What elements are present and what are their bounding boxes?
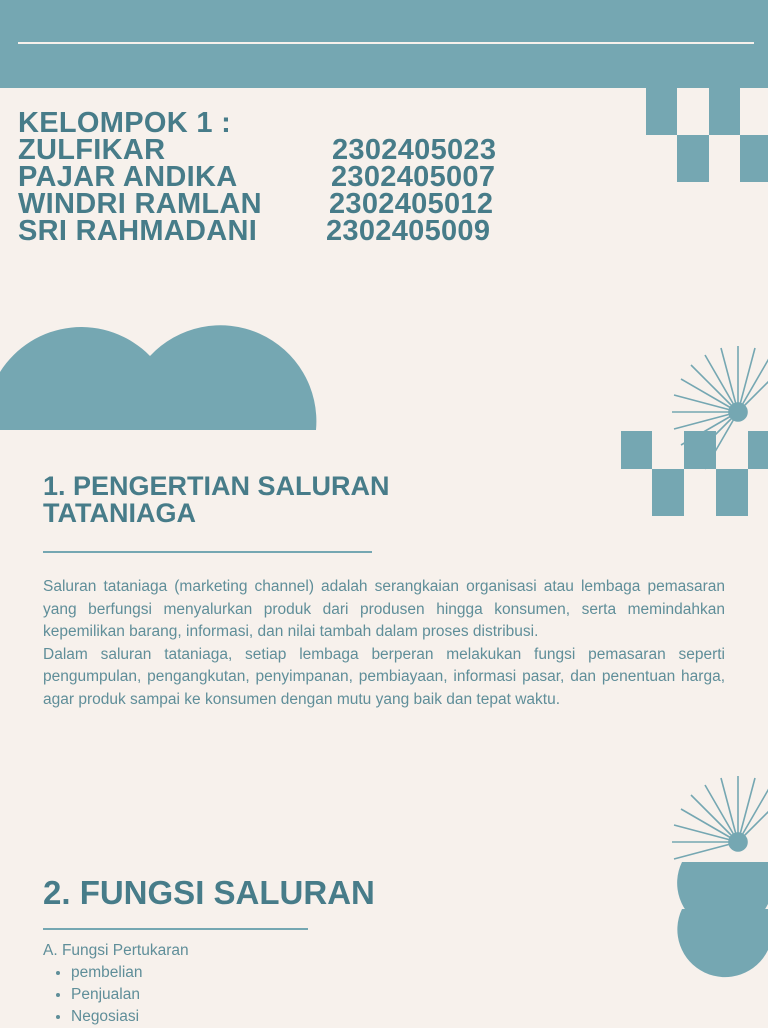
member-nim: 2302405023 bbox=[332, 134, 497, 166]
section-1-title: 1. PENGERTIAN SALURAN TATANIAGA bbox=[43, 471, 390, 528]
half-circle-shape bbox=[677, 909, 768, 977]
section-1-paragraph: Saluran tataniaga (marketing channel) adalah serangkaian organisasi atau lembaga pemasaran yang berfungsi menyalurkan produk dari produsen hingga konsumen, serta memindahkan kepemilikan barang, informasi, dan nilai tambah dalam proses distribusi. bbox=[43, 578, 725, 640]
list-item: • Penjualan bbox=[71, 984, 443, 1006]
checker-square bbox=[652, 469, 684, 516]
member-name: WINDRI RAMLAN bbox=[18, 188, 262, 220]
member-name: PAJAR ANDIKA bbox=[18, 161, 238, 193]
sunburst-icon bbox=[672, 346, 768, 469]
section-1-body bbox=[43, 576, 725, 711]
top-banner bbox=[0, 0, 768, 88]
group-members bbox=[18, 107, 497, 247]
checker-square bbox=[621, 431, 652, 469]
member-nim: 2302405009 bbox=[326, 215, 491, 247]
section-2-title: 2. FUNGSI SALURAN bbox=[43, 874, 375, 911]
half-circle-shape bbox=[677, 862, 768, 931]
checker-square bbox=[677, 135, 709, 182]
section-1-divider bbox=[43, 551, 372, 553]
member-name: SRI RAHMADANI bbox=[18, 215, 258, 247]
member-nim: 2302405012 bbox=[329, 188, 494, 220]
checker-square bbox=[646, 88, 677, 135]
section-2-divider bbox=[43, 928, 308, 930]
checker-square bbox=[716, 469, 748, 516]
sunburst-icon bbox=[672, 776, 768, 859]
checker-square bbox=[740, 135, 768, 182]
checker-square bbox=[748, 431, 768, 469]
member-nim: 2302405007 bbox=[331, 161, 496, 193]
top-divider-line bbox=[18, 42, 754, 44]
group-title: KELOMPOK 1 : bbox=[18, 107, 232, 139]
member-name: ZULFIKAR bbox=[18, 134, 166, 166]
section-2-list bbox=[43, 940, 443, 1028]
list-item: • pembelian bbox=[71, 962, 443, 984]
double-arch-shape bbox=[0, 325, 316, 430]
list-subheading: A. Fungsi Pertukaran bbox=[43, 942, 189, 959]
list-item: • Negosiasi bbox=[71, 1006, 443, 1028]
section-1-paragraph: Dalam saluran tataniaga, setiap lembaga berperan melakukan fungsi pemasaran seperti pengumpulan, pengangkutan, penyimpanan, pembiayaan, informasi pasar, dan penentuan harga, agar produk sampai ke konsumen dengan mutu yang baik dan tepat waktu. bbox=[43, 645, 725, 708]
bullet-list bbox=[43, 962, 443, 1028]
checker-square bbox=[684, 431, 716, 469]
checker-square bbox=[709, 88, 740, 135]
